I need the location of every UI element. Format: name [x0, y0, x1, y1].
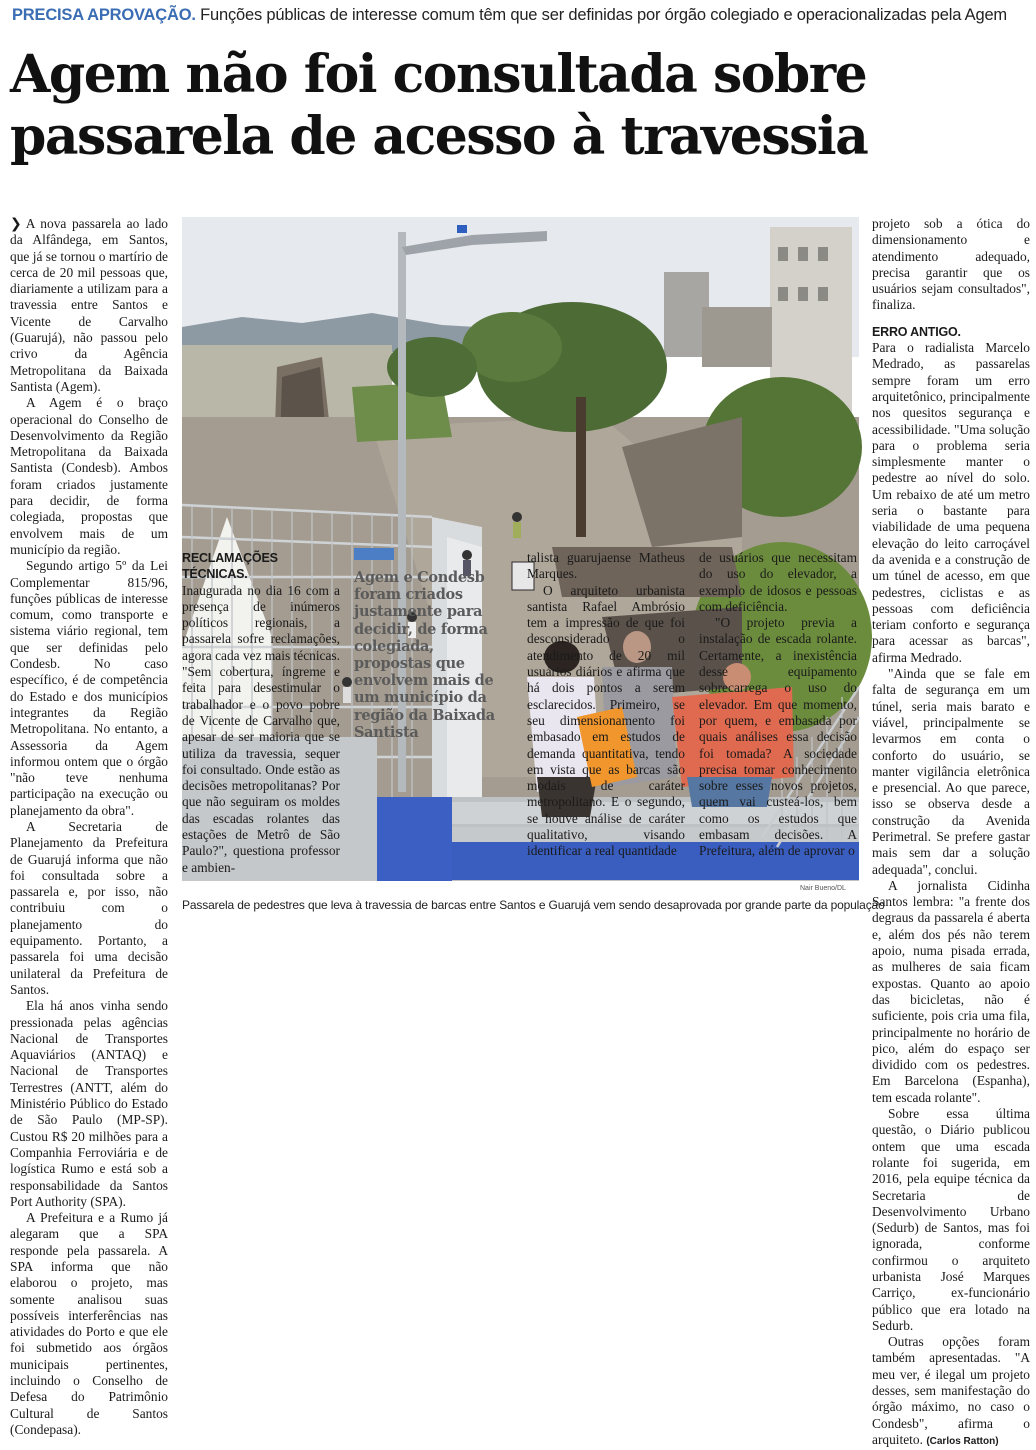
paragraph: ❯ A nova passarela ao lado da Alfândega, em Santos, que já se tornou o martírio de cerca de 20 mil pessoas que, diariamente a utilizam para a travessia entre Santos e Vicente de Carvalho (Guarujá), não passou pelo crivo da Agência Metropolitana da Baixada Santista (Agem).: [10, 216, 168, 394]
author-signature: (Carlos Ratton): [926, 1435, 999, 1447]
photo-credit: Nair Bueno/DL: [800, 885, 846, 892]
column-1: [10, 216, 168, 1437]
paragraph: A Secretaria de Planejamento da Prefeitura de Guarujá informa que não foi consultada sobre a passarela e, por isso, não contribuiu com o planejamento do equipamento. Portanto, a passarela foi uma decisão unilateral da Prefeitura de Santos.: [10, 818, 168, 997]
paragraph: "Ainda que se fale em falta de segurança em um túnel, seria mais barato e viável, principalmente se levarmos em conta o conforto do usuário, se manter vigilância eletrônica e presencial. Ao que parece, isso se observa desde a construção da Avenida Perimetral. Se prefere gastar mais sem dar a solução adequada", conclui.: [872, 666, 1030, 877]
headline-line-2: passarela de acesso à travessia: [10, 106, 868, 167]
kicker-text: Funções públicas de interesse comum têm que ser definidas por órgão colegiado e operacionalizadas pela Agem: [200, 6, 1007, 24]
photo-caption: Passarela de pedestres que leva à travessia de barcas entre Santos e Guarujá vem sendo desaprovada por grande parte da população: [182, 898, 885, 912]
pull-quote: Agem e Condesb foram criados justamente para decidir, de forma colegiada, propostas que envolvem mais de um município da região da Baixada Santista: [354, 569, 495, 741]
paragraph: Sobre essa última questão, o Diário publicou ontem que uma escada rolante foi sugerida, em 2016, pela equipe técnica da Secretaria de Desenvolvimento Urbano (Sedurb) de Santos, mas foi ignorada, conforme confirmou o arquiteto urbanista José Marques Carriço, ex-funcionário público que era lotado na Sedurb.: [872, 1106, 1030, 1333]
headline: [10, 44, 1026, 168]
kicker-label: PRECISA APROVAÇÃO.: [12, 6, 196, 24]
paragraph: talista guarujaense Matheus Marques.: [527, 550, 685, 582]
column-5: [872, 216, 1030, 1447]
paragraph: de usuários que necessitam do uso do elevador, a exemplo de idosos e pessoas com deficiência.: [699, 550, 857, 614]
paragraph: A jornalista Cidinha Santos lembra: "a frente dos degraus da passarela é aberta e, além dos pés não terem apoio, numa pisada errada, as mulheres de saia ficam expostas. Quanto ao apoio das bicicletas, não é suficiente, pois cria uma fila, principalmente no horário de pico, além do espaço ser dividido com os pedestres. Em Barcelona (Espanha), tem escada rolante".: [872, 877, 1030, 1105]
column-3: [527, 550, 685, 1191]
paragraph: Ela há anos vinha sendo pressionada pelas agências Nacional de Transportes Aquaviários (ANTAQ) e Nacional de Transportes Terrestres (ANTT, além do Ministério Público do Estado de São Paulo (MP-SP). Custou R$ 20 milhões para a Companhia Ferroviária e de logística Rumo e está sob a responsabilidade da Santos Port Authority (SPA).: [10, 998, 168, 1209]
subhead-reclamacoes: RECLAMAÇÕES TÉCNICAS.: [182, 551, 278, 582]
paragraph: Segundo artigo 5º da Lei Complementar 815/96, funções públicas de interesse comum, como transporte e sistema viário regional, tem que ser definidas pelo Condesb. No caso específico, é de competência do Estado e dos municípios integrantes da Região Metropolitana. No entanto, a Assessoria da Agem informou ontem que o órgão "não teve nenhuma participação na execução ou planejamento da obra".: [10, 558, 168, 818]
chevron-right-icon: ❯: [10, 216, 22, 232]
paragraph: A Agem é o braço operacional do Conselho de Desenvolvimento da Região Metropolitana da Baixada Santista (Condesb). Ambos foram criados justamente para decidir, de forma colegiada, propostas que envolvem mais de um município da região.: [10, 395, 168, 557]
subhead-erro-antigo: ERRO ANTIGO.: [872, 324, 961, 339]
column-2: [182, 550, 340, 1191]
paragraph: projeto sob a ótica do dimensionamento e atendimento adequado, precisa garantir que os usuários sejam consultados", finaliza.: [872, 216, 1030, 313]
paragraph: Para o radialista Marcelo Medrado, as passarelas sempre foram um erro arquitetônico, principalmente nos quesitos segurança e acessibilidade. "Uma solução para o problema seria simplesmente manter o pedestre ao nível do solo. Um rebaixo de até um metro seria o bastante para viabilidade de uma pequena elevação do leito carroçável da avenida e a construção de um túnel de acesso, em que pedestres, ciclistas e as pessoas com deficiência teriam conforto e segurança para acessar as barcas", afirma Medrado.: [872, 340, 1030, 665]
paragraph: O arquiteto urbanista santista Rafael Ambrósio tem a impressão de que foi desconsiderado o atendimento de 20 mil usuários diários e afirma que há dois pontos a serem esclarecidos. Primeiro, se seu dimensionamento foi embasado em estudos de demanda quantitativa, tendo em vista que as barcas são modais de caráter metropolitano. E o segundo, se houve análise de caráter qualitativo, visando identificar a real quantidade: [527, 582, 685, 859]
column-4: [699, 550, 857, 1191]
paragraph: Inaugurada no dia 16 com a presença de inúmeros políticos regionais, a passarela sofre reclamações, agora cada vez mais técnicas. "Sem cobertura, íngreme e feita para desestimular o trabalhador e o povo pobre de Vicente de Carvalho que, apesar de ser maioria que se utiliza da travessia, sequer foi consultado. Onde estão as decisões metropolitanas? Por que não seguiram os moldes das escadas rolantes das estações de Metrô de São Paulo?", questiona professor e ambien-: [182, 582, 340, 875]
paragraph: A Prefeitura e a Rumo já alegaram que a SPA responde pela passarela. A SPA informa que não elaborou o projeto, mas somente analisou suas possíveis interferências nas atividades do Porto e que ele foi submetido aos órgãos municipais pertinentes, incluindo o Conselho de Defesa do Patrimônio Cultural de Santos (Condepasa).: [10, 1210, 168, 1437]
paragraph: "O projeto previa a instalação de escada rolante. Certamente, a inexistência desse equipamento sobrecarrega o uso do elevador. Em que momento, por quem, e embasada por quais análises essa decisão foi tomada? A sociedade precisa tomar conhecimento sobre esses novos projetos, quem vai custeá-los, bem como os estudos que embasam decisões. A Prefeitura, além de aprovar o: [699, 615, 857, 859]
pull-quote-bar: [354, 548, 394, 560]
headline-line-1: Agem não foi consultada sobre: [10, 44, 867, 105]
paragraph: Outras opções foram também apresentadas. "A meu ver, é ilegal um projeto desses, sem manifestação do órgão máximo, no caso o Condesb", afirma o arquiteto. (Carlos Ratton): [872, 1334, 1030, 1447]
kicker: [12, 6, 1028, 30]
